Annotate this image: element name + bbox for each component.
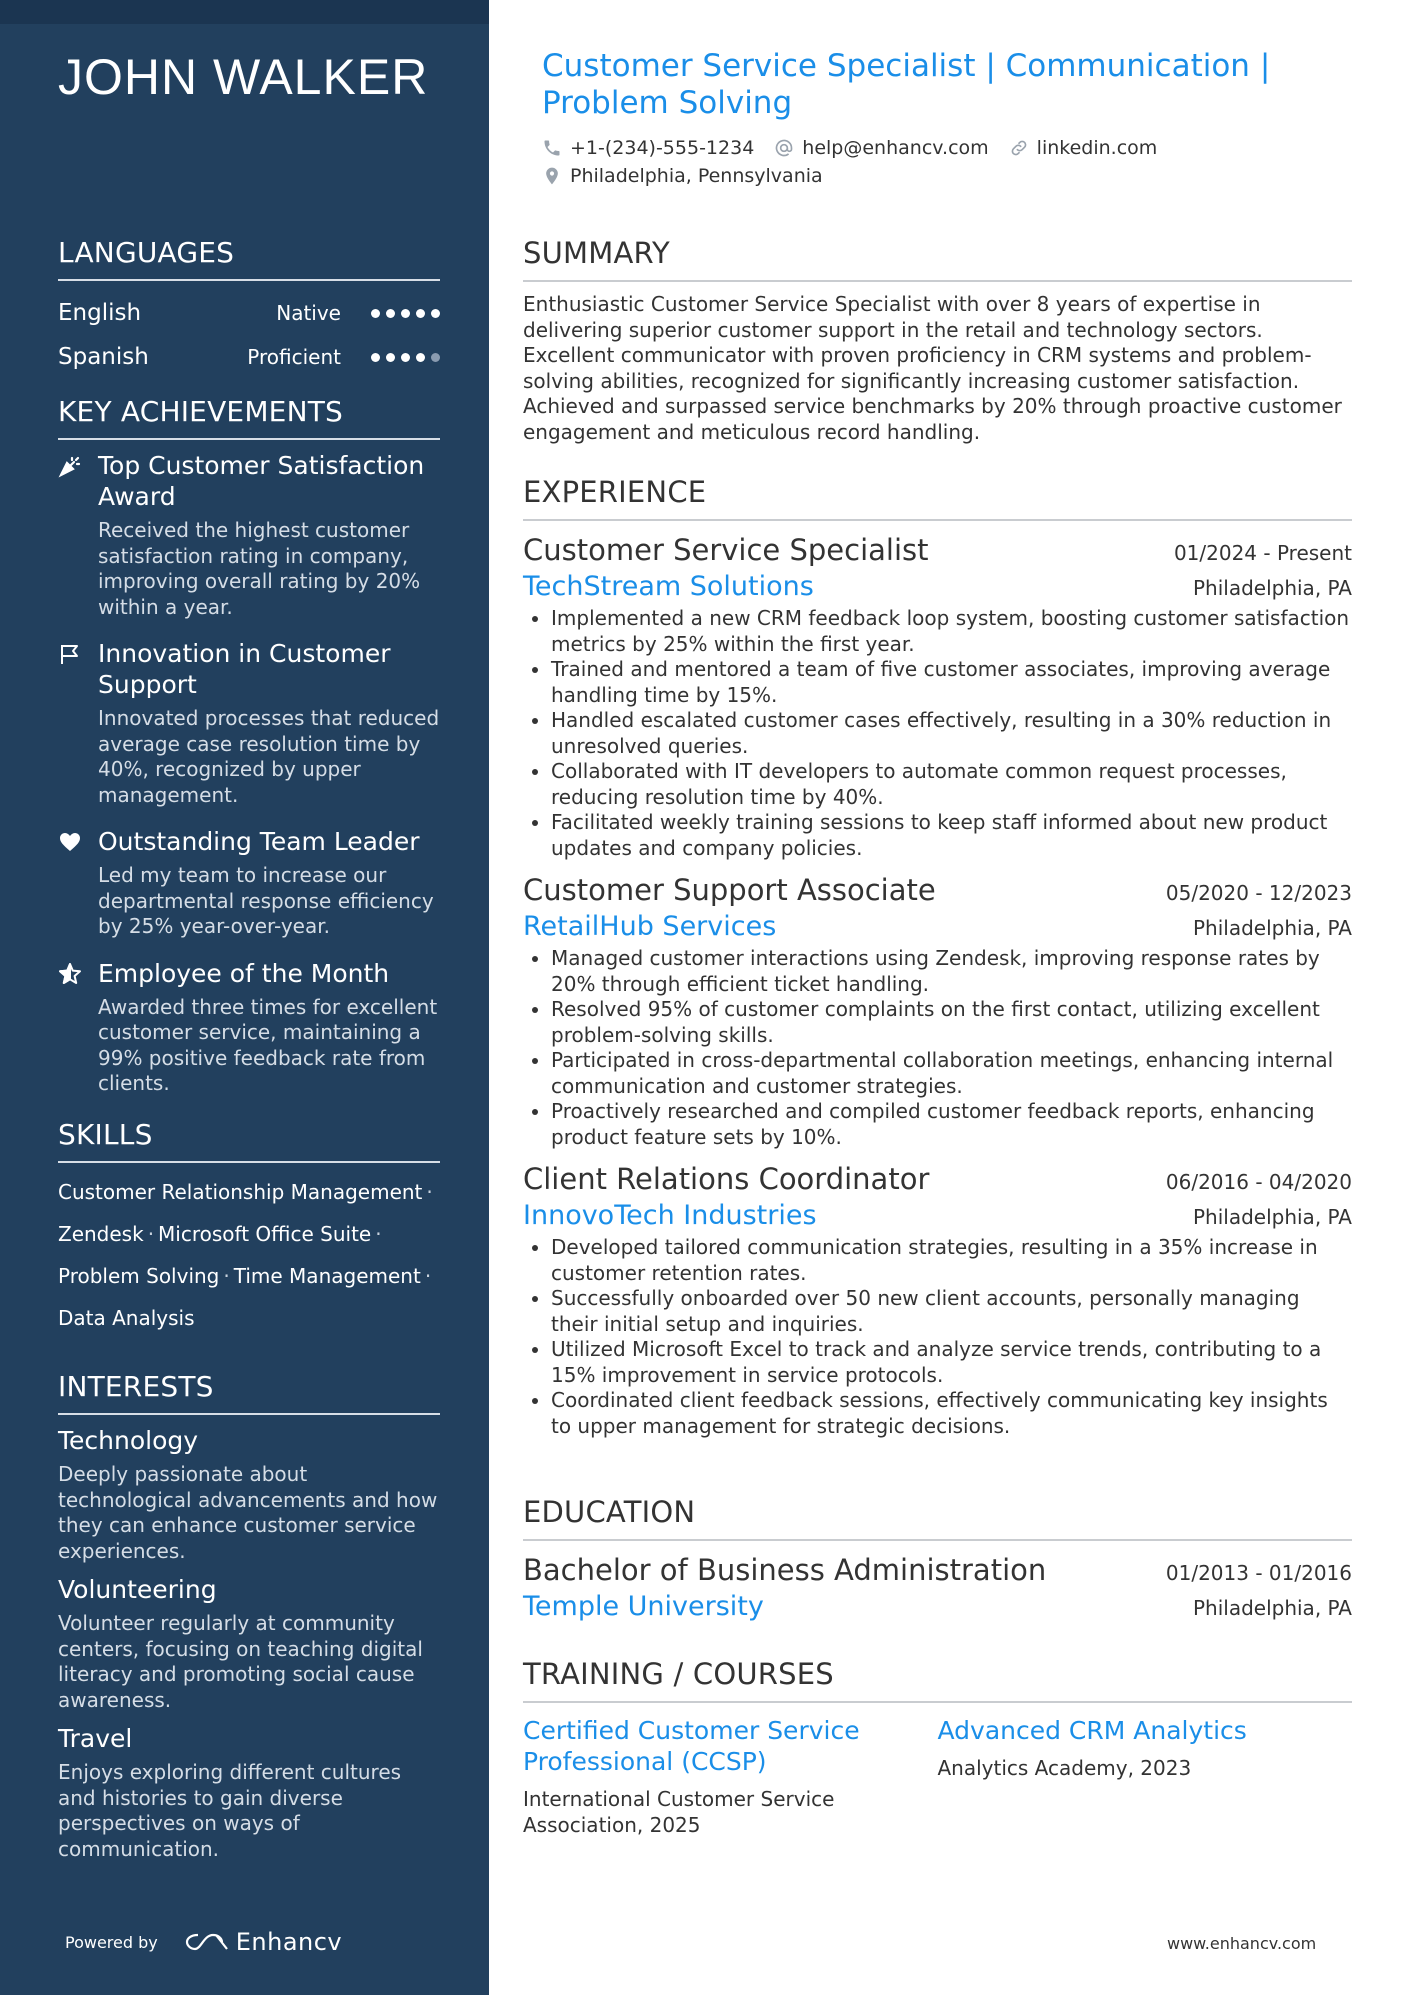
- interests-section: [58, 1370, 440, 1862]
- powered-by: [65, 1928, 342, 1956]
- interest-title: Travel: [58, 1724, 133, 1753]
- education-entry: [523, 1553, 1352, 1622]
- contact-line: [542, 162, 1177, 190]
- achievement-item: [58, 958, 440, 1097]
- language-row: [58, 335, 440, 379]
- interest-item: [58, 1425, 440, 1564]
- phone-text: +1-(234)-555-1234: [570, 137, 755, 159]
- job-bullet: • Participated in cross-departmental collaboration meetings, enhancing internal communication and customer strategies.: [551, 1048, 1352, 1099]
- interest-title: Technology: [58, 1426, 199, 1455]
- rating-dot: [401, 309, 410, 318]
- school[interactable]: Temple University: [523, 1591, 764, 1622]
- linkedin-text: linkedin.com: [1036, 137, 1158, 159]
- skills-title: SKILLS: [58, 1118, 440, 1163]
- job-bullet: • Handled escalated customer cases effectively, resulting in a 30% reduction in unresolved queries.: [551, 708, 1352, 759]
- course-item: [523, 1715, 938, 1838]
- skills-line: [58, 1255, 440, 1297]
- job-bullets: [523, 946, 1352, 1150]
- job-bullet: • Implemented a new CRM feedback loop system, boosting customer satisfaction metrics by 25% within the first year.: [551, 606, 1352, 657]
- job-bullet: • Facilitated weekly training sessions to keep staff informed about new product updates and company policies.: [551, 810, 1352, 861]
- skill-tag: Customer Relationship Management: [58, 1180, 423, 1204]
- powered-by-label: Powered by: [65, 1932, 158, 1952]
- phone-icon: [542, 138, 562, 158]
- job-dates: 05/2020 - 12/2023: [1165, 881, 1352, 905]
- job-company[interactable]: InnovoTech Industries: [523, 1200, 817, 1231]
- skill-tag: Microsoft Office Suite: [158, 1222, 372, 1246]
- heart-icon: [58, 826, 98, 940]
- brand-name: Enhancv: [235, 1928, 343, 1956]
- language-row: [58, 291, 440, 335]
- rating-dot: [431, 353, 440, 362]
- skill-separator: ·: [375, 1222, 382, 1246]
- language-rating: [371, 353, 440, 362]
- achievements-title: KEY ACHIEVEMENTS: [58, 395, 440, 440]
- skill-tag: Problem Solving: [58, 1264, 220, 1288]
- candidate-name: JOHN WALKER: [58, 49, 429, 105]
- achievement-title: Employee of the Month: [98, 958, 390, 988]
- interests-title: INTERESTS: [58, 1370, 440, 1415]
- rating-dot: [401, 353, 410, 362]
- course-provider: International Customer Service Association, 2025: [523, 1787, 835, 1837]
- job-location: Philadelphia, PA: [1192, 576, 1352, 600]
- course-item: [938, 1715, 1353, 1838]
- at-icon: [774, 138, 794, 158]
- education-section: [523, 1495, 1352, 1622]
- courses-list: [523, 1715, 1352, 1838]
- brand-logo[interactable]: [184, 1928, 342, 1956]
- achievement-title: Top Customer Satisfaction Award: [98, 451, 425, 511]
- experience-section: [523, 475, 1352, 1439]
- enhancv-logo-icon: [184, 1930, 230, 1954]
- skill-tag: Zendesk: [58, 1222, 144, 1246]
- job-bullet: • Successfully onboarded over 50 new client accounts, personally managing their initial setup and inquiries.: [551, 1286, 1352, 1337]
- achievement-item: [58, 826, 440, 940]
- education-dates: 01/2013 - 01/2016: [1165, 1561, 1352, 1585]
- achievement-item: [58, 450, 440, 620]
- contact-location: [542, 165, 823, 187]
- website-link[interactable]: www.enhancv.com: [1167, 1934, 1317, 1953]
- job-bullet: • Resolved 95% of customer complaints on the first contact, utilizing excellent problem-solving skills.: [551, 997, 1352, 1048]
- contact-email[interactable]: [774, 137, 988, 159]
- job-bullet: • Collaborated with IT developers to automate common request processes, reducing resolution time by 40%.: [551, 759, 1352, 810]
- sidebar: [0, 0, 489, 1995]
- link-icon: [1009, 138, 1029, 158]
- job-title: Customer Service Specialist: [523, 533, 929, 567]
- job-dates: 06/2016 - 04/2020: [1165, 1170, 1352, 1194]
- skill-separator: ·: [426, 1180, 433, 1204]
- education-title: EDUCATION: [523, 1495, 1352, 1541]
- training-section: [523, 1657, 1352, 1838]
- job-title: Client Relations Coordinator: [523, 1162, 930, 1196]
- achievements-section: [58, 395, 440, 1097]
- languages-title: LANGUAGES: [58, 236, 440, 281]
- rating-dot: [371, 353, 380, 362]
- summary-text: Enthusiastic Customer Service Specialist with over 8 years of expertise in delivering superior customer support in the retail and technology sectors. Excellent communicator with proven proficiency in CRM systems and problem-solving abilities, recognized for significantly increasing customer satisfaction. Achieved and surpassed service benchmarks by 20% through proactive customer engagement and meticulous record handling.: [523, 292, 1342, 444]
- achievement-desc: Awarded three times for excellent customer service, maintaining a 99% positive feedback rate from clients.: [98, 994, 438, 1095]
- experience-title: EXPERIENCE: [523, 475, 1352, 521]
- job-entry: [523, 533, 1352, 861]
- location-text: Philadelphia, Pennsylvania: [570, 165, 823, 187]
- job-location: Philadelphia, PA: [1192, 916, 1352, 940]
- contact-linkedin[interactable]: [1009, 137, 1158, 159]
- headline: Customer Service Specialist | Communication | Problem Solving: [542, 48, 1271, 121]
- contact-line: [542, 134, 1177, 162]
- interest-item: [58, 1574, 440, 1713]
- skill-tag: Data Analysis: [58, 1306, 195, 1330]
- interest-desc: Deeply passionate about technological advancements and how they can enhance customer service experiences.: [58, 1462, 438, 1563]
- job-entry: [523, 1162, 1352, 1439]
- skills-list: [58, 1171, 440, 1339]
- celebration-icon: [58, 450, 98, 620]
- job-bullets: [523, 1235, 1352, 1439]
- course-provider: Analytics Academy, 2023: [937, 1756, 1192, 1780]
- training-title: TRAINING / COURSES: [523, 1657, 1352, 1703]
- rating-dot: [416, 353, 425, 362]
- language-level: Proficient: [247, 345, 341, 369]
- skill-separator: ·: [147, 1222, 155, 1246]
- rating-dot: [386, 309, 395, 318]
- languages-section: [58, 236, 440, 379]
- location-pin-icon: [542, 166, 562, 186]
- job-bullet: • Developed tailored communication strategies, resulting in a 35% increase in customer retention rates.: [551, 1235, 1352, 1286]
- summary-title: SUMMARY: [523, 236, 1352, 282]
- job-bullet: • Proactively researched and compiled customer feedback reports, enhancing product feature sets by 10%.: [551, 1099, 1352, 1150]
- course-title[interactable]: Advanced CRM Analytics: [937, 1716, 1247, 1745]
- job-company[interactable]: TechStream Solutions: [523, 571, 814, 602]
- job-bullet: • Coordinated client feedback sessions, effectively communicating key insights to upper management for strategic decisions.: [551, 1388, 1352, 1439]
- achievement-desc: Led my team to increase our departmental response efficiency by 25% year-over-year.: [98, 863, 434, 938]
- skill-tag: Time Management: [233, 1264, 421, 1288]
- skills-line: [58, 1297, 440, 1339]
- skills-line: [58, 1213, 440, 1255]
- language-level: Native: [276, 301, 341, 325]
- interest-title: Volunteering: [58, 1575, 217, 1604]
- achievement-item: [58, 638, 440, 808]
- job-bullets: [523, 606, 1352, 861]
- skills-section: [58, 1118, 440, 1339]
- skill-separator: ·: [223, 1264, 230, 1288]
- sidebar-top-strip: [0, 0, 489, 24]
- job-entry: [523, 873, 1352, 1150]
- job-bullet: • Managed customer interactions using Zendesk, improving response rates by 20% through efficient ticket handling.: [551, 946, 1352, 997]
- flag-icon: [58, 638, 98, 808]
- contact-info: [542, 134, 1177, 190]
- course-title[interactable]: Certified Customer Service Professional (CCSP): [523, 1716, 860, 1776]
- job-bullet: • Trained and mentored a team of five customer associates, improving average handling time by 15%.: [551, 657, 1352, 708]
- skills-line: [58, 1171, 440, 1213]
- degree: Bachelor of Business Administration: [523, 1553, 1047, 1587]
- rating-dot: [371, 309, 380, 318]
- skill-separator: ·: [424, 1264, 432, 1288]
- contact-phone[interactable]: [542, 137, 754, 159]
- star-icon: [58, 958, 98, 1097]
- achievement-title: Outstanding Team Leader: [98, 827, 420, 856]
- language-rating: [371, 309, 440, 318]
- job-dates: 01/2024 - Present: [1173, 541, 1352, 565]
- achievement-title: Innovation in Customer Support: [98, 639, 391, 699]
- education-location: Philadelphia, PA: [1192, 1596, 1352, 1620]
- job-company[interactable]: RetailHub Services: [523, 911, 777, 942]
- summary-section: [523, 236, 1352, 445]
- rating-dot: [416, 309, 425, 318]
- rating-dot: [386, 353, 395, 362]
- job-bullet: • Utilized Microsoft Excel to track and analyze service trends, contributing to a 15% improvement in service protocols.: [551, 1337, 1352, 1388]
- language-name: Spanish: [58, 344, 149, 370]
- achievement-desc: Received the highest customer satisfaction rating in company, improving overall rating by 20% within a year.: [98, 518, 421, 619]
- language-name: English: [58, 300, 142, 326]
- interest-item: [58, 1723, 440, 1862]
- achievement-desc: Innovated processes that reduced average case resolution time by 40%, recognized by upper management.: [98, 706, 440, 807]
- job-title: Customer Support Associate: [523, 873, 936, 907]
- email-text: help@enhancv.com: [802, 137, 989, 159]
- interest-desc: Volunteer regularly at community centers, focusing on teaching digital literacy and promoting social cause awareness.: [58, 1611, 423, 1712]
- interest-desc: Enjoys exploring different cultures and histories to gain diverse perspectives on ways of communication.: [58, 1760, 402, 1861]
- job-location: Philadelphia, PA: [1192, 1205, 1352, 1229]
- rating-dot: [431, 309, 440, 318]
